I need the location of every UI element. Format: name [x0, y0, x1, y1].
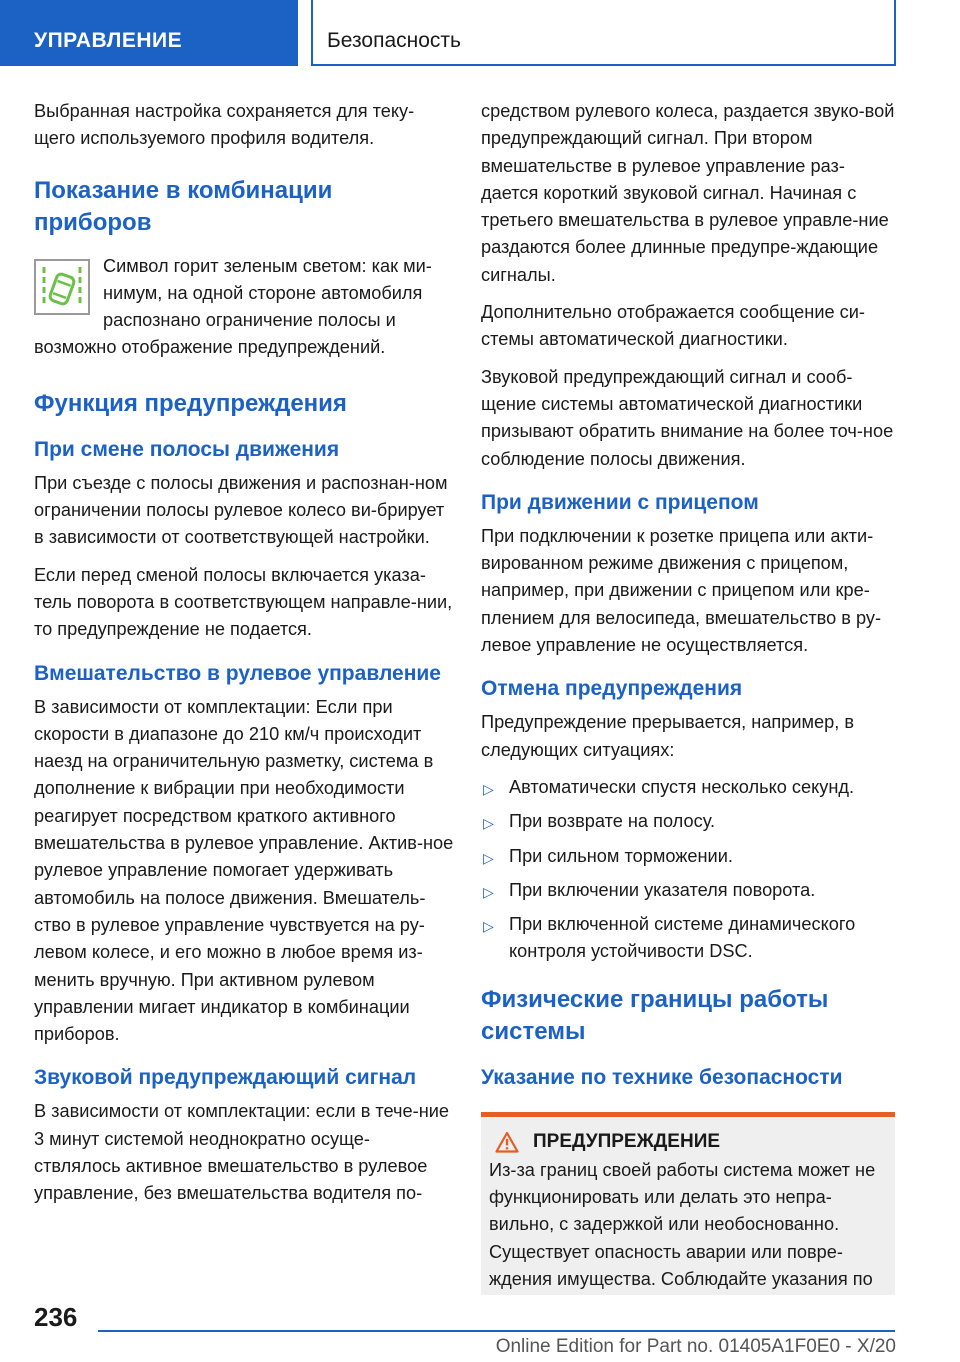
list-item — [481, 808, 895, 835]
edition-note: Online Edition for Part no. 01405A1F0E0 - X/20 — [495, 1336, 896, 1357]
paragraph: В зависимости от комплектации: Если при скорости в диапазоне до 210 км/ч происходит наезд на ограничительную разметку, система в дополнение к вибрации при необходимости реагирует посредством краткого активного вмешательства в рулевое управление. Актив-ное рулевое управление помогает удерживать автомобиль на полосе движения. Вмешатель-ство в рулевое управление чувствуется на ру-левом колесе, и его можно в любое время из-менить вручную. При активном рулевом управлении мигает индикатор в комбинации приборов. — [34, 696, 454, 1045]
triangle-bullet-icon: ▷ — [483, 849, 494, 866]
heading-warning-function: Функция предупреждения — [34, 389, 347, 417]
right-column — [481, 98, 895, 1295]
list-item — [481, 774, 895, 801]
indicator-description — [34, 253, 454, 362]
lane-departure-icon — [34, 259, 90, 315]
list-item — [481, 911, 895, 966]
list-item-text: Автоматически спустя несколько секунд. — [509, 776, 855, 797]
heading-lane-change: При смене полосы движения — [34, 437, 340, 461]
paragraph: Предупреждение прерывается, например, в следующих ситуациях: — [481, 712, 855, 760]
paragraph: Выбранная настройка сохраняется для теку-щего используемого профиля водителя. — [34, 101, 415, 149]
heading-trailer: При движении с прицепом — [481, 490, 759, 514]
heading-cancel-warning: Отмена предупреждения — [481, 677, 743, 701]
warning-triangle-icon — [495, 1131, 519, 1153]
list-item-text: При включении указателя поворота. — [509, 879, 816, 900]
chapter-title: Безопасность — [311, 0, 896, 66]
triangle-bullet-icon: ▷ — [483, 918, 494, 935]
paragraph: Символ горит зеленым светом: как ми-нимум, на одной стороне автомобиля распознано ограничение полосы и возможно отображение предупреждений. — [34, 255, 432, 358]
triangle-bullet-icon: ▷ — [483, 883, 494, 900]
list-item — [481, 843, 895, 870]
section-tab: УПРАВЛЕНИЕ — [0, 0, 298, 66]
warning-title-text: ПРЕДУПРЕЖДЕНИЕ — [533, 1130, 721, 1152]
warning-title — [489, 1131, 881, 1153]
warning-text: Из-за границ своей работы система может не функционировать или делать это непра-вильно, с задержкой или необоснованно. Существует опасность аварии или повре-ждения имущества. Соблюдайте указания по — [489, 1159, 876, 1289]
heading-safety-note: Указание по технике безопасности — [481, 1065, 843, 1089]
page-number: 236 — [34, 1302, 78, 1332]
paragraph: В зависимости от комплектации: если в тече-ние 3 минут системой неоднократно осуще-ствлялось активное вмешательство в рулевое управление, без вмешательства водителя по- — [34, 1101, 450, 1204]
heading-steering-intervention: Вмешательство в рулевое управление — [34, 661, 441, 685]
paragraph: средством рулевого колеса, раздается звуко-вой предупреждающий сигнал. При втором вмешательстве в рулевое управление раз-дается короткий звуковой сигнал. Начиная с третьего вмешательства в рулевое управле-ние раздаются более длинные предупре-ждающие сигналы. — [481, 101, 895, 285]
paragraph: При подключении к розетке прицепа или акти-вированном режиме движения с прицепом, например, при движении с прицепом или кре-плением для велосипеда, вмешательство в ру-левое управление не осуществляется. — [481, 525, 882, 656]
triangle-bullet-icon: ▷ — [483, 780, 494, 797]
list-item-text: При сильном торможении. — [509, 845, 733, 866]
list-item-text: При возврате на полосу. — [509, 811, 716, 832]
footer-divider — [98, 1330, 895, 1332]
list-item-text: При включенной системе динамического контроля устойчивости DSC. — [509, 914, 856, 962]
bullet-list — [481, 774, 895, 966]
paragraph: Звуковой предупреждающий сигнал и сооб-щение системы автоматической диагностики призывают обратить внимание на более точ-ное соблюдение полосы движения. — [481, 366, 894, 469]
paragraph: Дополнительно отображается сообщение си-стемы автоматической диагностики. — [481, 302, 865, 350]
paragraph: При съезде с полосы движения и распознан-ном ограничении полосы рулевое колесо ви-брирует в зависимости от соответствующей настройки. — [34, 472, 448, 548]
heading-instrument-cluster: Показание в комбинации приборов — [34, 176, 333, 236]
triangle-bullet-icon: ▷ — [483, 815, 494, 832]
left-column — [34, 98, 454, 1218]
list-item — [481, 877, 895, 904]
paragraph: Если перед сменой полосы включается указа-тель поворота в соответствующем направле-нии, то предупреждение не подается. — [34, 564, 453, 640]
heading-acoustic-warning: Звуковой предупреждающий сигнал — [34, 1066, 417, 1090]
heading-system-limits: Физические границы работы системы — [481, 985, 829, 1045]
warning-box — [481, 1112, 895, 1295]
